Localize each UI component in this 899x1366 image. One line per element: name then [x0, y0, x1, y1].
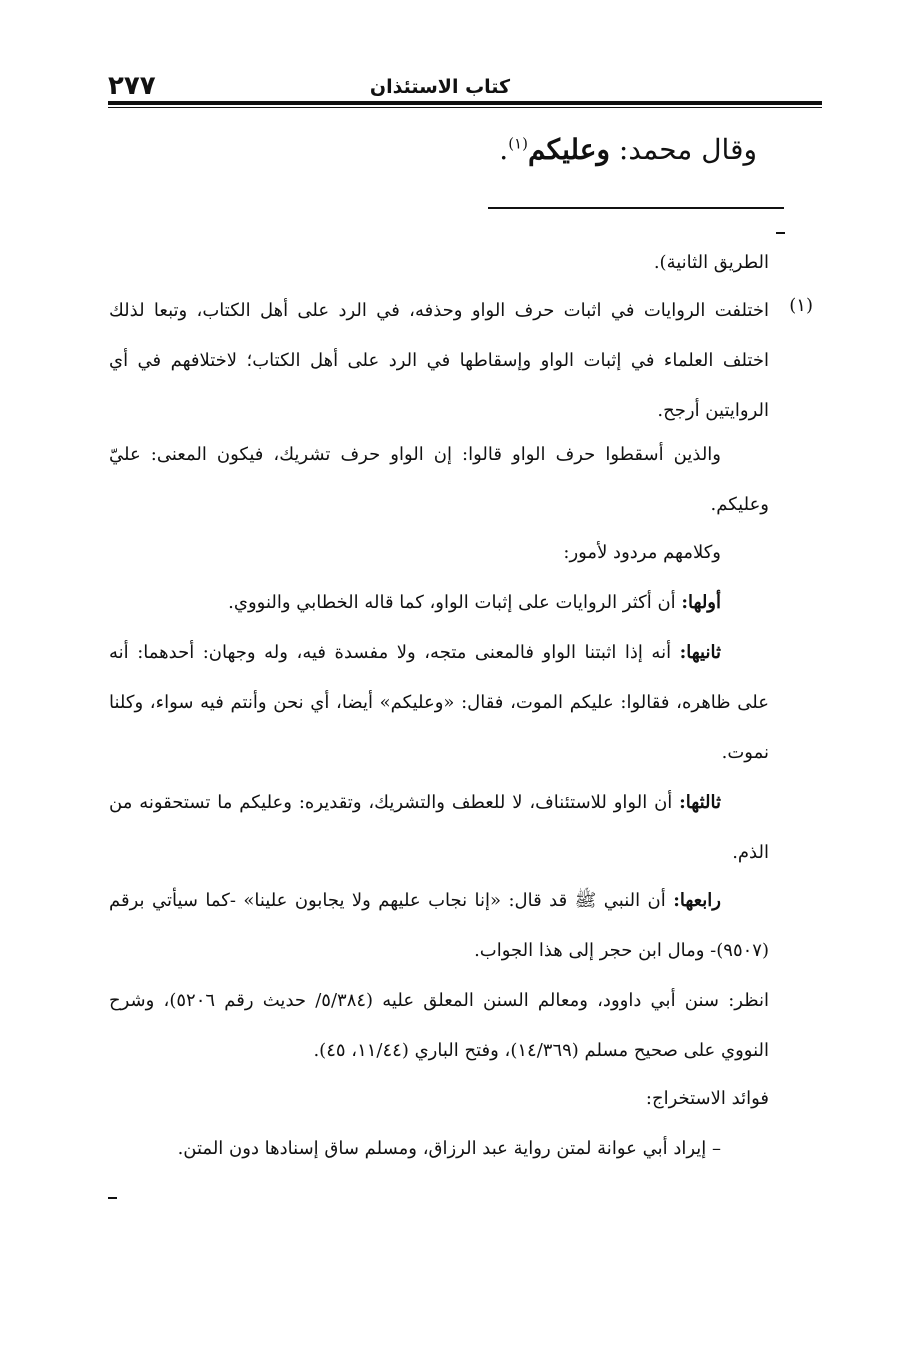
benefits-heading: فوائد الاستخراج:	[645, 1088, 769, 1109]
footnote-number: (١)	[789, 295, 813, 316]
main-text-prefix: وقال محمد:	[610, 133, 757, 166]
point-1-label: أولها:	[681, 592, 721, 613]
footnote-carry-over: الطريق الثانية).	[653, 252, 769, 273]
point-2-label: ثانيها:	[679, 642, 721, 663]
margin-dash-top	[776, 232, 785, 234]
main-text-suffix: .	[499, 133, 509, 166]
main-text-bold-word: وعليكم	[527, 133, 611, 166]
footnote-references: انظر: سنن أبي داوود، ومعالم السنن المعلق عليه (٥/٣٨٤/ حديث رقم ٥٢٠٦)، وشرح النووي على صحيح مسلم (١٤/٣٦٩)، وفتح الباري (١١/٤٤، ٤٥).	[109, 990, 769, 1061]
footnote-point-4	[109, 876, 769, 976]
footnote-paragraph-3: وكلامهم مردود لأمور:	[563, 542, 721, 563]
main-text-line	[257, 126, 757, 174]
footnote-paragraph-1: اختلفت الروايات في اثبات حرف الواو وحذفه، في الرد على أهل الكتاب، وتبعا لذلك اختلف العلماء في إثبات الواو وإسقاطها في الرد على أهل الكتاب؛ لاختلافهم في أي الروايتين أرجح.	[109, 300, 769, 421]
footnote-separator	[488, 207, 784, 209]
point-3-text: أن الواو للاستئناف، لا للعطف والتشريك، وتقديره: وعليكم ما تستحقونه من الذم.	[109, 792, 769, 863]
point-3-label: ثالثها:	[679, 792, 721, 813]
footnote-point-1	[109, 578, 769, 628]
footnote-paragraph-2: والذين أسقطوا حرف الواو قالوا: إن الواو حرف تشريك، فيكون المعنى: عليّ وعليكم.	[109, 444, 769, 515]
point-1-text: أن أكثر الروايات على إثبات الواو، كما قاله الخطابي والنووي.	[228, 592, 682, 613]
header-rule-thin	[108, 107, 822, 108]
footnote-point-2	[109, 628, 769, 778]
page-number: ٢٧٧	[108, 71, 156, 101]
point-4-text: أن النبي ﷺ قد قال: «إنا نجاب عليهم ولا يجابون علينا» -كما سيأتي برقم (٩٥٠٧)- ومال ابن حجر إلى هذا الجواب.	[109, 890, 769, 961]
margin-dash-bottom	[108, 1197, 117, 1199]
point-4-label: رابعها:	[673, 890, 721, 911]
header-rule-thick	[108, 101, 822, 105]
footnote-point-3	[109, 778, 769, 878]
point-2-text: أنه إذا اثبتنا الواو فالمعنى متجه، ولا مفسدة فيه، وله وجهان: أحدهما: أنه على ظاهره، فقالوا: عليكم الموت، فقال: «وعليكم» أيضا، أي نحن وأنتم فيه سواء، وكلنا نموت.	[109, 642, 769, 763]
benefit-item: – إيراد أبي عوانة لمتن رواية عبد الرزاق، ومسلم ساق إسنادها دون المتن.	[177, 1138, 721, 1159]
footnote-reference: (١)	[508, 134, 528, 153]
running-title: كتاب الاستئذان	[369, 76, 511, 98]
